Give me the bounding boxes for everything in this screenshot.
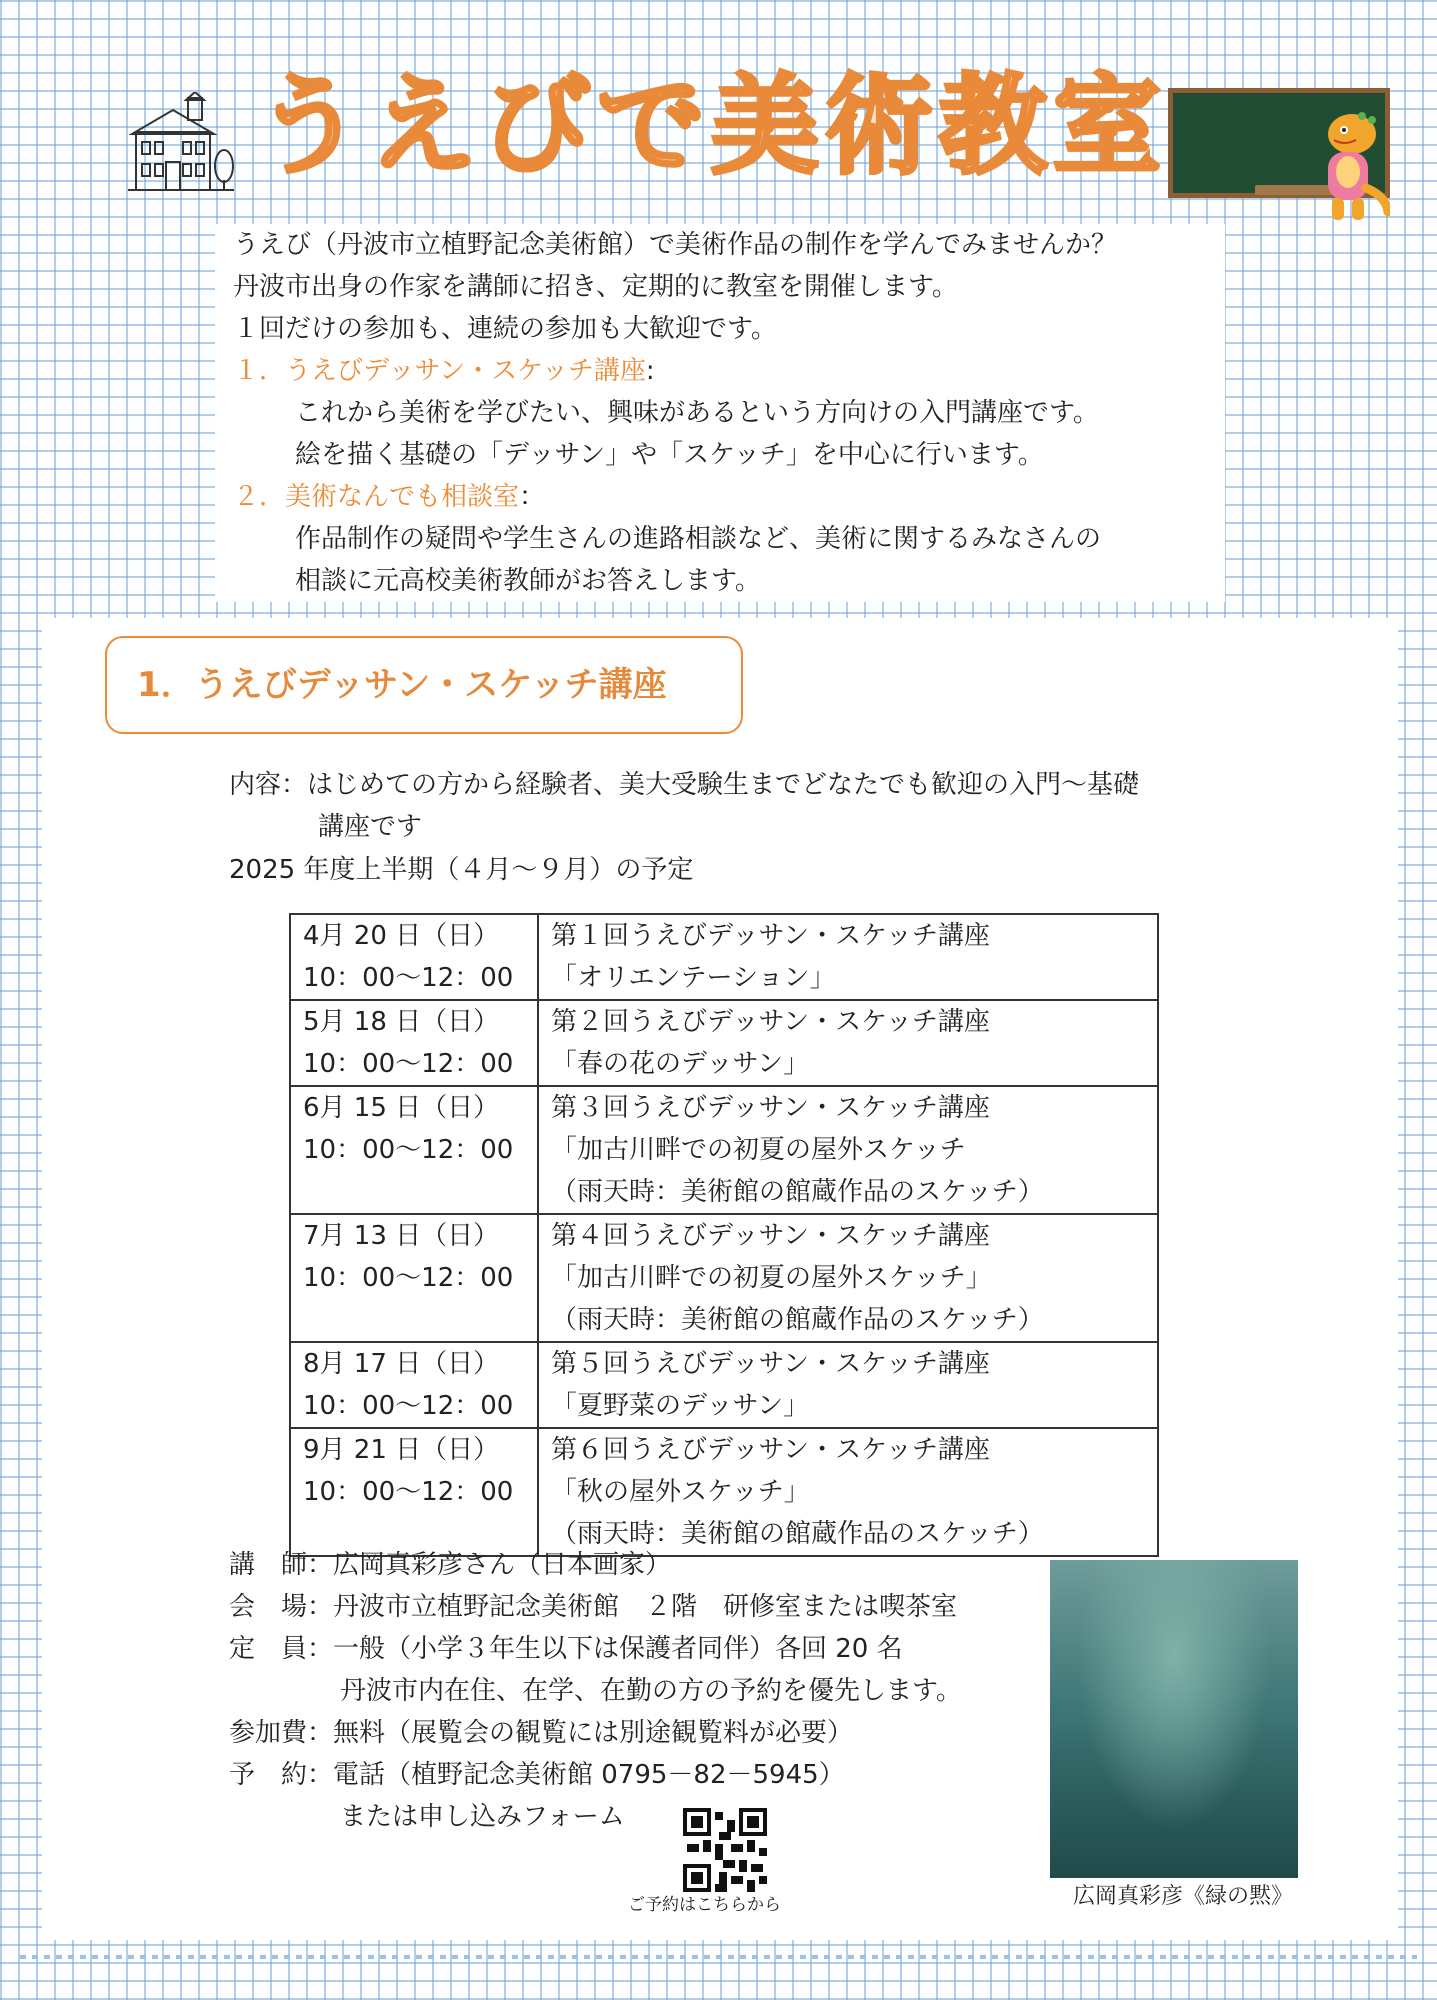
intro-item2-heading: ２．美術なんでも相談室： bbox=[233, 482, 546, 512]
date-cell: 7月 13 日（日） 10：00～12：00 bbox=[290, 1214, 538, 1342]
content-cell: 第４回うえびデッサン・スケッチ講座 「加古川畔での初夏の屋外スケッチ」 （雨天時：美術館の館蔵作品のスケッチ） bbox=[538, 1214, 1158, 1342]
table-row bbox=[290, 1086, 1158, 1214]
capacity-note: 丹波市内在住、在学、在勤の方の予約を優先します。 bbox=[340, 1676, 962, 1706]
table-row bbox=[290, 914, 1158, 1000]
intro-item1-line: これから美術を学びたい、興味があるという方向けの入門講座です。 bbox=[295, 398, 1099, 428]
content-cell: 第５回うえびデッサン・スケッチ講座 「夏野菜のデッサン」 bbox=[538, 1342, 1158, 1428]
table-row bbox=[290, 1428, 1158, 1556]
mascot-dinosaur-illustration bbox=[1300, 108, 1390, 238]
museum-building-illustration bbox=[128, 92, 236, 197]
intro-line: １回だけの参加も、連続の参加も大歓迎です。 bbox=[233, 314, 777, 344]
venue-info: 会 場：丹波市立植野記念美術館 ２階 研修室または喫茶室 bbox=[229, 1592, 958, 1622]
date-cell: 5月 18 日（日） 10：00～12：00 bbox=[290, 1000, 538, 1086]
schedule-table bbox=[289, 913, 1159, 1557]
fee-info: 参加費：無料（展覧会の観覧には別途観覧料が必要） bbox=[229, 1718, 854, 1748]
intro-line: 丹波市出身の作家を講師に招き、定期的に教室を開催します。 bbox=[233, 272, 958, 302]
intro-item2-line: 作品制作の疑問や学生さんの進路相談など、美術に関するみなさんの bbox=[295, 524, 1102, 554]
content-line: 内容：はじめての方から経験者、美大受験生までどなたでも歓迎の入門～基礎 bbox=[229, 770, 1140, 800]
table-row bbox=[290, 1214, 1158, 1342]
content-cell: 第１回うえびデッサン・スケッチ講座 「オリエンテーション」 bbox=[538, 914, 1158, 1000]
intro-box bbox=[215, 224, 1225, 602]
intro-item1-heading: １．うえびデッサン・スケッチ講座: bbox=[233, 356, 655, 386]
page-title: うえびで美術教室 bbox=[255, 64, 1168, 189]
artwork-image bbox=[1050, 1560, 1298, 1878]
artwork-caption: 広岡真彩彦《緑の黙》 bbox=[1073, 1884, 1294, 1909]
table-row bbox=[290, 1000, 1158, 1086]
date-cell: 6月 15 日（日） 10：00～12：00 bbox=[290, 1086, 538, 1214]
capacity-info: 定 員：一般（小学３年生以下は保護者同伴）各回 20 名 bbox=[229, 1634, 903, 1664]
reservation-info: 予 約：電話（植野記念美術館 0795－82－5945） bbox=[229, 1760, 845, 1790]
table-row bbox=[290, 1342, 1158, 1428]
qr-caption: ご予約はこちらから bbox=[628, 1895, 781, 1915]
reservation-form-text: または申し込みフォーム bbox=[340, 1802, 625, 1832]
date-cell: 8月 17 日（日） 10：00～12：00 bbox=[290, 1342, 538, 1428]
intro-item1-line: 絵を描く基礎の「デッサン」や「スケッチ」を中心に行います。 bbox=[295, 440, 1044, 470]
instructor-info: 講 師：広岡真彩彦さん（日本画家） bbox=[229, 1550, 672, 1580]
content-cell: 第６回うえびデッサン・スケッチ講座 「秋の屋外スケッチ」 （雨天時：美術館の館蔵作品のスケッチ） bbox=[538, 1428, 1158, 1556]
section-title: 1．うえびデッサン・スケッチ講座 bbox=[105, 636, 743, 734]
schedule-period: 2025 年度上半期（４月～９月）の予定 bbox=[229, 855, 694, 885]
date-cell: 4月 20 日（日） 10：00～12：00 bbox=[290, 914, 538, 1000]
intro-line: うえび（丹波市立植野記念美術館）で美術作品の制作を学んでみませんか？ bbox=[233, 230, 1118, 260]
qr-code-icon[interactable] bbox=[683, 1808, 767, 1892]
date-cell: 9月 21 日（日） 10：00～12：00 bbox=[290, 1428, 538, 1556]
intro-item2-line: 相談に元高校美術教師がお答えします。 bbox=[295, 566, 761, 596]
footer-divider bbox=[20, 1955, 1417, 1959]
content-line: 講座です bbox=[318, 812, 423, 842]
content-cell: 第２回うえびデッサン・スケッチ講座 「春の花のデッサン」 bbox=[538, 1000, 1158, 1086]
content-cell: 第３回うえびデッサン・スケッチ講座 「加古川畔での初夏の屋外スケッチ （雨天時：美術館の館蔵作品のスケッチ） bbox=[538, 1086, 1158, 1214]
